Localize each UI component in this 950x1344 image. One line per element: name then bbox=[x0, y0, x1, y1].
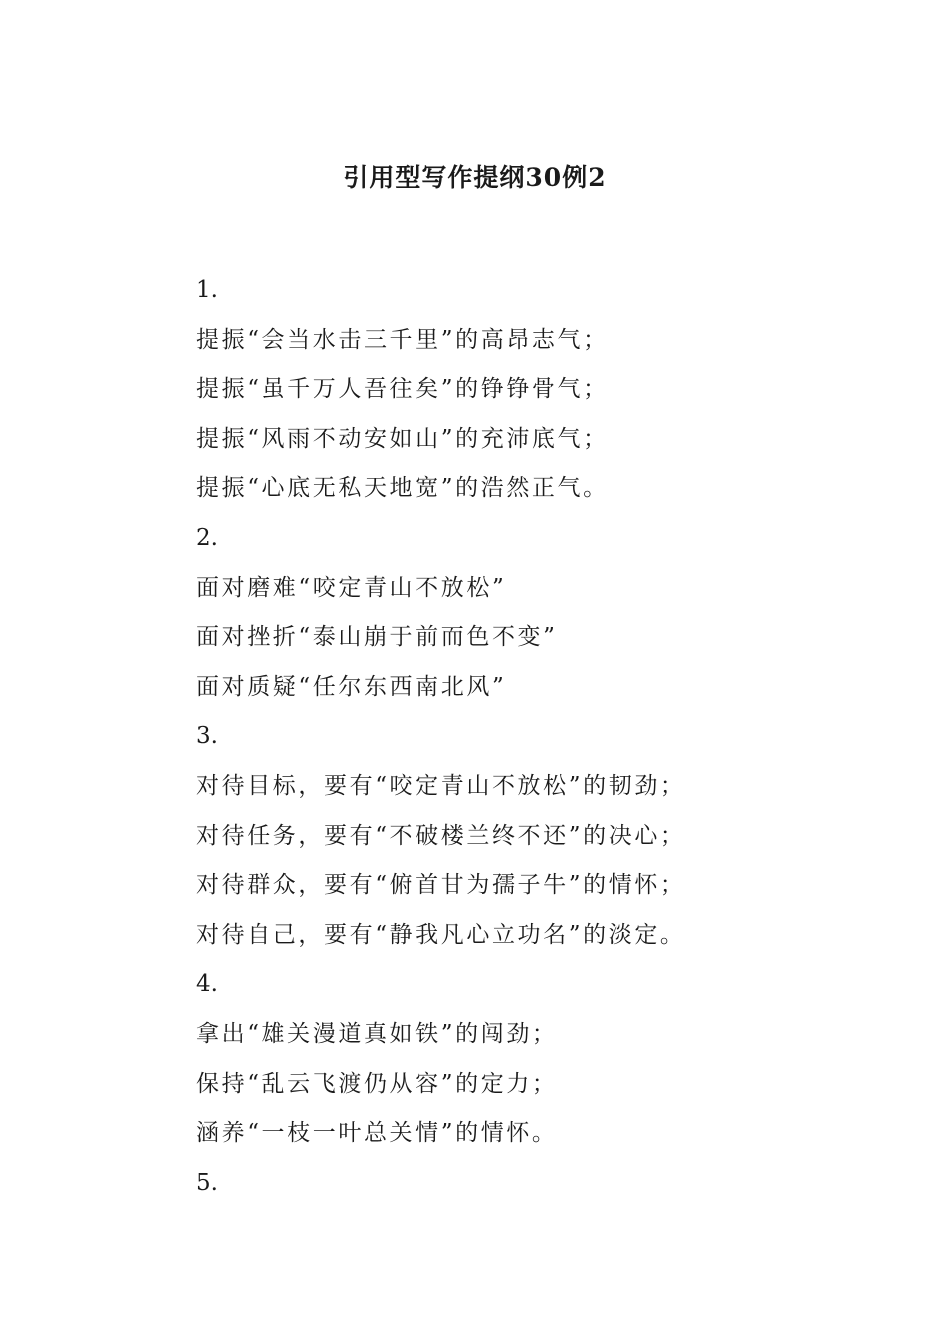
text-line: 涵养“一枝一叶总关情”的情怀。 bbox=[196, 1120, 558, 1147]
document-title: 引用型写作提纲30例2 bbox=[343, 163, 607, 192]
text-line: 面对质疑“任尔东西南北风” bbox=[196, 673, 507, 700]
text-line: 面对磨难“咬定青山不放松” bbox=[196, 574, 507, 601]
text-line: 提振“会当水击三千里”的高昂志气； bbox=[196, 326, 609, 353]
text-line: 提振“风雨不动安如山”的充沛底气； bbox=[196, 425, 609, 452]
text-line: 对待目标，要有“咬定青山不放松”的韧劲； bbox=[196, 772, 686, 799]
text-line: 对待群众，要有“俯首甘为孺子牛”的情怀； bbox=[196, 872, 686, 899]
section-number-4: 4. bbox=[196, 971, 218, 998]
section-number-2: 2. bbox=[196, 524, 218, 551]
text-line: 保持“乱云飞渡仍从容”的定力； bbox=[196, 1070, 558, 1097]
text-line: 提振“心底无私天地宽”的浩然正气。 bbox=[196, 475, 609, 502]
section-number-5: 5. bbox=[196, 1169, 218, 1196]
document-body bbox=[196, 272, 876, 1214]
section-number-3: 3. bbox=[196, 723, 218, 750]
text-line: 拿出“雄关漫道真如铁”的闯劲； bbox=[196, 1020, 558, 1047]
text-line: 对待任务，要有“不破楼兰终不还”的决心； bbox=[196, 822, 686, 849]
section-number-1: 1. bbox=[196, 277, 218, 303]
text-line: 对待自己，要有“静我凡心立功名”的淡定。 bbox=[196, 921, 686, 948]
text-line: 面对挫折“泰山崩于前而色不变” bbox=[196, 624, 558, 651]
text-line: 提振“虽千万人吾往矣”的铮铮骨气； bbox=[196, 376, 609, 403]
